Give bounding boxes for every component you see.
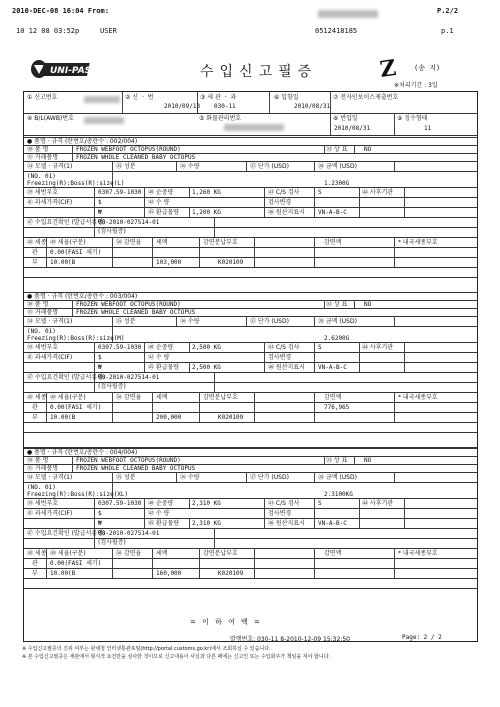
tax-amount: 200,000: [156, 414, 182, 421]
tax-amount: 160,000: [156, 570, 182, 577]
collection-type: 11: [424, 125, 432, 132]
origin-label: ㊻ 원산지표시: [268, 209, 305, 216]
tax-rate: 0.00(FASI 세기): [50, 560, 102, 567]
requirement-doc: (검사필증): [98, 228, 126, 235]
unipass-logo: [30, 57, 98, 81]
tax-type: 부: [32, 570, 38, 577]
origin-value: VN-A-B-C: [318, 364, 347, 371]
reduction-code-header: 감면분납부호: [203, 394, 238, 401]
bl-label: ④ B/L(AWB)번호: [27, 115, 74, 122]
collection-label: ⑨ 징수형태: [397, 115, 428, 122]
model-number: (NO. 01): [27, 484, 56, 491]
net-weight: 1,260 KG: [192, 189, 221, 196]
tax-type-header: ㊽ 세종: [27, 394, 47, 401]
hs-code: 0307.59-1030: [98, 500, 142, 507]
redacted-block: [224, 124, 284, 131]
model-spec: Freezing(R):Boss(R):size(L): [27, 180, 125, 187]
declaration-date: 2010/09/13: [164, 103, 201, 110]
model-label: ㉞ 모델 · 규격(1): [27, 163, 73, 170]
refund-qty: 2,310 KG: [192, 520, 221, 527]
footer-issue-no: 발행번호: 030-11 8-2010-12-09 15:32:50: [230, 636, 350, 643]
refund-qty-label: ㊺ 환급물량: [148, 520, 180, 527]
tax-rate: 10.00(B: [50, 414, 76, 421]
amount-value: 2.3100KG: [324, 491, 353, 498]
model-number: (NO. 01): [27, 173, 56, 180]
tax-type: 관: [32, 560, 38, 567]
requirement-doc: (검사필증): [98, 539, 126, 546]
quantity-label: ㊱ 수량: [180, 474, 200, 481]
tax-rate: 10.00(B: [50, 570, 76, 577]
brand-value: NO: [364, 146, 372, 153]
item-section-title: ● 품명 · 규격 (란번호/총란수 : 004/004): [27, 449, 138, 456]
bring-in-label: ⑧ 반입일: [333, 115, 358, 122]
cs-value: S: [318, 344, 322, 351]
reduction-amount-header: 감면액: [324, 550, 342, 557]
net-weight: 2,500 KG: [192, 344, 221, 351]
reduction-code: K020109: [218, 414, 244, 421]
component-label: ㉟ 성분: [116, 318, 136, 325]
customs-label: ③ 세 관 ㆍ 과: [200, 94, 237, 101]
value-krw: ₩: [98, 364, 102, 371]
tax-rate: 10.00(B: [50, 259, 76, 266]
tax-rate-header: ㊾ 세율(구분): [50, 550, 86, 557]
tax-type: 부: [32, 414, 38, 421]
trade-name: FROZEN WHOLE CLEANED BABY OCTOPUS: [76, 309, 196, 316]
requirement-doc: (검사필증): [98, 383, 126, 390]
arrival-label: ⑥ 입항일: [274, 94, 299, 101]
hs-code-label: ㊴ 세번부호: [27, 344, 59, 351]
origin-label: ㊻ 원산지표시: [268, 364, 305, 371]
net-weight-label: ㊵ 순중량: [148, 500, 174, 507]
brand-value: NO: [364, 457, 372, 464]
trade-name: FROZEN WHOLE CLEANED BABY OCTOPUS: [76, 465, 196, 472]
reduction-code: K020109: [218, 570, 244, 577]
value-krw: ₩: [98, 520, 102, 527]
trade-name-label: ㉛ 거래품명: [27, 154, 59, 161]
tax-rate: 0.00(FASI 세기): [50, 249, 102, 256]
unit-price-label: ㊲ 단가 (USD): [250, 474, 289, 481]
bring-in-date: 2010/08/31: [334, 125, 371, 132]
brand-label: ㉝ 상 표: [326, 457, 348, 464]
tax-type: 관: [32, 249, 38, 256]
quantity2-label: ㊷ 수 량: [148, 199, 170, 206]
component-label: ㉟ 성분: [116, 474, 136, 481]
internal-tax-code-header: * 내국세종부호: [398, 239, 438, 246]
unit-price-label: ㊲ 단가 (USD): [250, 318, 289, 325]
footer-page: Page: 2 / 2: [402, 634, 442, 641]
component-label: ㉟ 성분: [116, 163, 136, 170]
item-name: FROZEN WEBFOOT OCTOPUS(ROUND): [76, 301, 181, 308]
fax-phone: 0512418185: [315, 27, 358, 35]
value-usd: $: [98, 510, 102, 517]
trade-name-label: ㉛ 거래품명: [27, 309, 59, 316]
value-usd: $: [98, 199, 102, 206]
inspection-change-label: 검사변경: [268, 354, 292, 361]
amount-value: 2.6200G: [324, 335, 350, 342]
reduction-code: K020109: [218, 259, 244, 266]
item-name-label: ㉚ 품 명: [27, 301, 49, 308]
processing-period: ※처리기간 : 3일: [394, 82, 438, 89]
refund-qty: 1,200 KG: [192, 209, 221, 216]
cs-value: S: [318, 189, 322, 196]
redacted-block: [84, 96, 120, 103]
taxable-value-label: ㊶ 과세가격(CIF): [27, 354, 73, 361]
tax-rate-header: ㊾ 세율(구분): [50, 394, 86, 401]
cargo-mgmt-label: ⑤ 화물관리번호: [199, 115, 242, 122]
brand-label: ㉝ 상 표: [326, 146, 348, 153]
requirement-label: ㊼ 수입요건확인 (발급서류명): [27, 530, 106, 537]
refund-qty: 2,500 KG: [192, 364, 221, 371]
tax-amount: 103,000: [156, 259, 182, 266]
hs-code: 0307.59-1030: [98, 344, 142, 351]
internal-tax-code-header: * 내국세종부호: [398, 550, 438, 557]
cs-check-label: ㊸ C/S 검사: [268, 189, 300, 196]
reduction-code-header: 감면분납부호: [203, 239, 238, 246]
hs-code-label: ㊴ 세번부호: [27, 189, 59, 196]
net-weight-label: ㊵ 순중량: [148, 344, 174, 351]
reduction-amount: 776,965: [324, 404, 350, 411]
einvoice-label: ⑦ 전자인보이스제출번호: [333, 94, 399, 101]
item-name: FROZEN WEBFOOT OCTOPUS(ROUND): [76, 457, 181, 464]
origin-value: VN-A-B-C: [318, 209, 347, 216]
unit-price-label: ㊲ 단가 (USD): [250, 163, 289, 170]
model-spec: Freezing(R):Boss(R):size(XL): [27, 491, 129, 498]
brand-label: ㉝ 상 표: [326, 301, 348, 308]
requirement-no: 08-2010-027514-01: [98, 374, 160, 381]
trade-name: FROZEN WHOLE CLEANED BABY OCTOPUS: [76, 154, 196, 161]
tax-amount-header: 세액: [156, 550, 168, 557]
fax-page-short: p.1: [441, 27, 454, 35]
footnote: ※ 본 수입신고필증은 세관에서 형식적 요건만을 심사한 것이므로 신고내용이 사실과 다른 때에는 신고인 또는 수입화주가 책임을 져야 합니다.: [22, 654, 331, 660]
refund-qty-label: ㊺ 환급물량: [148, 364, 180, 371]
fax-date-line: 2010-DEC-08 16:04 From:: [12, 7, 109, 15]
item-name-label: ㉚ 품 명: [27, 146, 49, 153]
quantity2-label: ㊷ 수 량: [148, 354, 170, 361]
item-name-label: ㉚ 품 명: [27, 457, 49, 464]
quantity-label: ㊱ 수량: [180, 163, 200, 170]
after-agency-label: ㊹ 사후기관: [362, 500, 394, 507]
amount-label: ㊳ 금액 (USD): [318, 474, 357, 481]
trade-name-label: ㉛ 거래품명: [27, 465, 59, 472]
tax-amount-header: 세액: [156, 394, 168, 401]
brand-value: NO: [364, 301, 372, 308]
model-label: ㉞ 모델 · 규격(1): [27, 474, 73, 481]
footnote: ※ 수입신고필증의 진위 여부는 관세청 인터넷통관포털(http://portal.customs.go.kr)에서 조회하실 수 있습니다.: [22, 646, 271, 652]
origin-value: VN-A-B-C: [318, 520, 347, 527]
tax-type: 부: [32, 259, 38, 266]
copy-label: (송 지): [414, 64, 441, 72]
internal-tax-code-header: * 내국세종부호: [398, 394, 438, 401]
footnotes: [22, 645, 482, 661]
inspection-change-label: 검사변경: [268, 199, 292, 206]
cs-check-label: ㊸ C/S 검사: [268, 344, 300, 351]
tax-rate: 0.00(FASI 세기): [50, 404, 102, 411]
reduction-rate-header: ㊿ 감면율: [116, 239, 142, 246]
declaration-form: [23, 91, 478, 642]
taxable-value-label: ㊶ 과세가격(CIF): [27, 510, 73, 517]
arrival-date: 2010/08/31: [294, 103, 331, 110]
customs-code: 030-11: [214, 103, 236, 110]
requirement-no: 08-2010-027514-01: [98, 219, 160, 226]
after-agency-label: ㊹ 사후기관: [362, 344, 394, 351]
end-marker: = 이 하 여 백 =: [190, 618, 262, 626]
quantity2-label: ㊷ 수 량: [148, 510, 170, 517]
item-section-title: ● 품명 · 규격 (란번호/총란수 : 003/004): [27, 293, 138, 300]
tax-rate-header: ㊾ 세율(구분): [50, 239, 86, 246]
requirement-label: ㊼ 수입요건확인 (발급서류명): [27, 219, 106, 226]
origin-label: ㊻ 원산지표시: [268, 520, 305, 527]
page-title: 수입신고필증: [200, 64, 318, 80]
amount-value: 1.2300G: [324, 180, 350, 187]
amount-label: ㊳ 금액 (USD): [318, 163, 357, 170]
value-krw: ₩: [98, 209, 102, 216]
cs-value: S: [318, 500, 322, 507]
item-section-title: ● 품명 · 규격 (란번호/총란수 : 002/004): [27, 138, 138, 145]
model-spec: Freezing(R):Boss(R):size(M): [27, 335, 125, 342]
sin-label: ② 신 ㆍ 번: [125, 94, 154, 101]
fax-page-count: P.2/2: [437, 7, 459, 15]
cs-check-label: ㊸ C/S 검사: [268, 500, 300, 507]
net-weight: 2,310 KG: [192, 500, 221, 507]
logo-text: UNI-PASS: [50, 66, 98, 76]
declaration-no-label: ① 신고번호: [27, 94, 58, 101]
requirement-no: 08-2010-027514-01: [98, 530, 160, 537]
redacted-block: [318, 10, 378, 18]
model-number: (NO. 01): [27, 328, 56, 335]
hs-code-label: ㊴ 세번부호: [27, 500, 59, 507]
reduction-amount-header: 감면액: [324, 239, 342, 246]
reduction-code-header: 감면분납부호: [203, 550, 238, 557]
value-usd: $: [98, 354, 102, 361]
fax-received: 10 12 08 03:52p: [16, 27, 80, 35]
refund-qty-label: ㊺ 환급물량: [148, 209, 180, 216]
item-name: FROZEN WEBFOOT OCTOPUS(ROUND): [76, 146, 181, 153]
amount-label: ㊳ 금액 (USD): [318, 318, 357, 325]
redacted-block: [84, 117, 124, 124]
after-agency-label: ㊹ 사후기관: [362, 189, 394, 196]
stamp-mark: Z: [378, 55, 398, 83]
net-weight-label: ㊵ 순중량: [148, 189, 174, 196]
inspection-change-label: 검사변경: [268, 510, 292, 517]
tax-type-header: ㊽ 세종: [27, 550, 47, 557]
tax-type-header: ㊽ 세종: [27, 239, 47, 246]
taxable-value-label: ㊶ 과세가격(CIF): [27, 199, 73, 206]
tax-type: 관: [32, 404, 38, 411]
reduction-rate-header: ㊿ 감면율: [116, 550, 142, 557]
requirement-label: ㊼ 수입요건확인 (발급서류명): [27, 374, 106, 381]
reduction-rate-header: ㊿ 감면율: [116, 394, 142, 401]
hs-code: 0307.59-1030: [98, 189, 142, 196]
quantity-label: ㊱ 수량: [180, 318, 200, 325]
tax-amount-header: 세액: [156, 239, 168, 246]
fax-user: USER: [100, 27, 117, 35]
model-label: ㉞ 모델 · 규격(1): [27, 318, 73, 325]
reduction-amount-header: 감면액: [324, 394, 342, 401]
